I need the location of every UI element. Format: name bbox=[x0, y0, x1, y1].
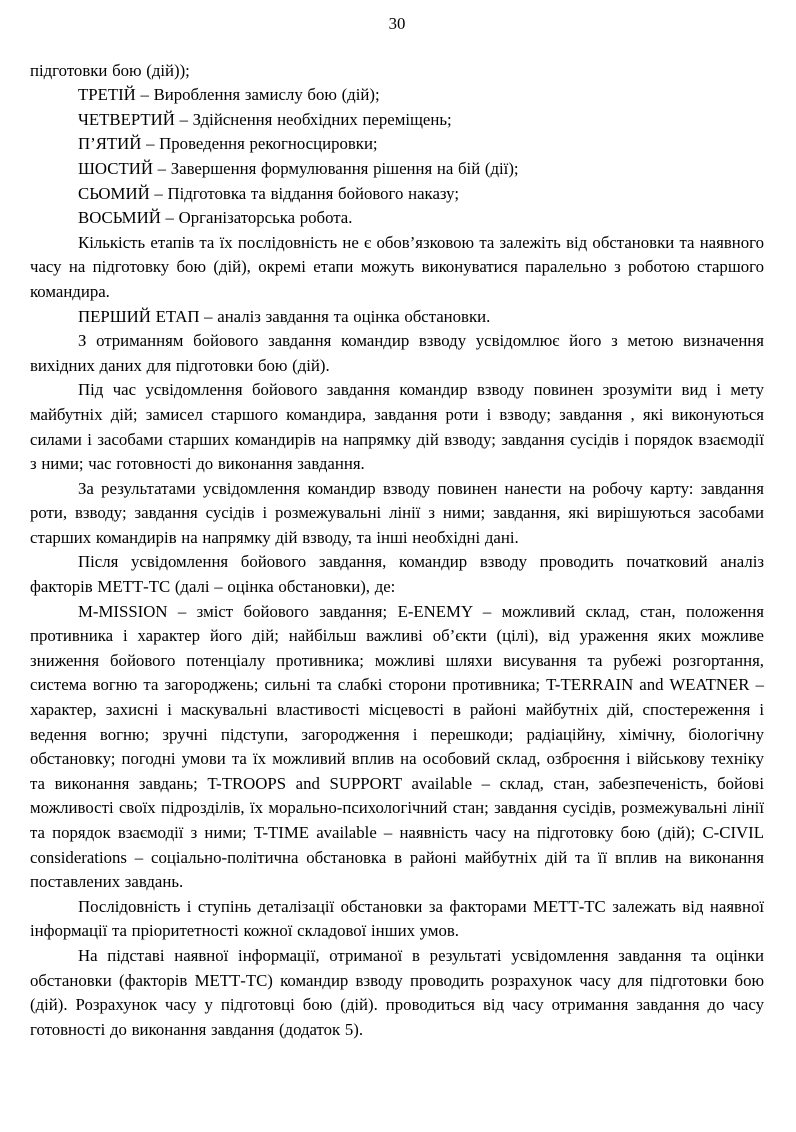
page-content bbox=[30, 59, 764, 1043]
paragraph-continuation: підготовки бою (дій)); bbox=[30, 60, 190, 80]
paragraph-time-calculation: На підставі наявної інформації, отриманої в результаті усвідомлення завдання та оцінки обстановки (факторів МЕТТ-ТС) командир взводу проводить розрахунок часу для підготовки бою (дій). Розрахунок часу у підготовці бою (дій). проводиться від часу отримання завдання до часу готовності до виконання завдання (додаток 5). bbox=[30, 945, 764, 1039]
stage-list-item-fourth: ЧЕТВЕРТИЙ – Здійснення необхідних переміщень; bbox=[78, 109, 452, 129]
page-number: 30 bbox=[388, 14, 406, 33]
paragraph-task-understanding: Під час усвідомлення бойового завдання командир взводу повинен зрозуміти вид і мету майбутніх дій; замисел старшого командира, завдання роти і взводу; завдання , які виконуються силами і засобами старших командирів на напрямку дій взводу; завдання сусідів і порядок взаємодії з ними; час готовності до виконання завдання. bbox=[30, 380, 764, 474]
stage-list-item-eighth: ВОСЬМИЙ – Організаторська робота. bbox=[78, 208, 353, 228]
stage-list-item-fifth: П’ЯТИЙ – Проведення рекогносцировки; bbox=[78, 134, 378, 154]
paragraph-first-stage-heading: ПЕРШИЙ ЕТАП – аналіз завдання та оцінка обстановки. bbox=[78, 306, 491, 326]
paragraph-detail-level: Послідовність і ступінь деталізації обстановки за факторами МЕТТ-ТС залежать від наявної інформації та пріоритетності кожної складової інших умов. bbox=[30, 896, 764, 941]
stage-list-item-seventh: СЬОМИЙ – Підготовка та віддання бойового наказу; bbox=[78, 183, 459, 203]
paragraph-task-receipt: З отриманням бойового завдання командир взводу усвідомлює його з метою визначення вихідних даних для підготовки бою (дій). bbox=[30, 331, 764, 375]
paragraph-mett-tc-factors: M-MISSION – зміст бойового завдання; E-ENEMY – можливий склад, стан, положення противника і характер його дій; найбільш важливі об’єкти (цілі), від ураження яких можливе зниження бойового потенціалу противника; можливі шляхи висування та рубежі розгортання, система вогню та загороджень; сильні та слабкі сторони противника; T-TERRAIN and WEATNER – характер, захисні і маскувальні властивості місцевості в районі майбутніх дій, спостереження і ведення вогню; зручні підступи, загородження і перешкоди; радіаційну, хімічну, біологічну обстановку; погодні умови та їх можливий вплив на особовий склад, озброєння і військову техніку та виконання завдань; T-TROOPS and SUPPORT available – склад, стан, забезпеченість, бойові можливості своїх підрозділів, їх морально-психологічний стан; завдання сусідів, розмежувальні лінії та порядок взаємодії з ними; T-TIME available – наявність часу на підготовку бою (дій); C-CIVIL considerations – соціально-політична обстановка в районі майбутніх дій та її вплив на виконання поставлених завдань. bbox=[30, 601, 764, 892]
paragraph-map-marking: За результатами усвідомлення командир взводу повинен нанести на робочу карту: завдання роти, взводу; завдання сусідів і розмежувальні лінії з ними; завдання, які вирішуються засобами старших командирів на напрямку дій взводу, та інші необхідні дані. bbox=[30, 478, 764, 547]
paragraph-mett-tc-intro: Після усвідомлення бойового завдання, командир взводу проводить початковий аналіз факторів МЕТТ-ТС (далі – оцінка обстановки), де: bbox=[30, 552, 764, 597]
stage-list-item-sixth: ШОСТИЙ – Завершення формулювання рішення на бій (дії); bbox=[78, 158, 519, 178]
stage-list-item-third: ТРЕТІЙ – Вироблення замислу бою (дій); bbox=[78, 85, 380, 105]
paragraph-stages-note: Кількість етапів та їх послідовність не є обов’язковою та залежіть від обстановки та наявного часу на підготовку бою (дій), окремі етапи можуть виконуватися паралельно з роботою старшого командира. bbox=[30, 232, 764, 301]
